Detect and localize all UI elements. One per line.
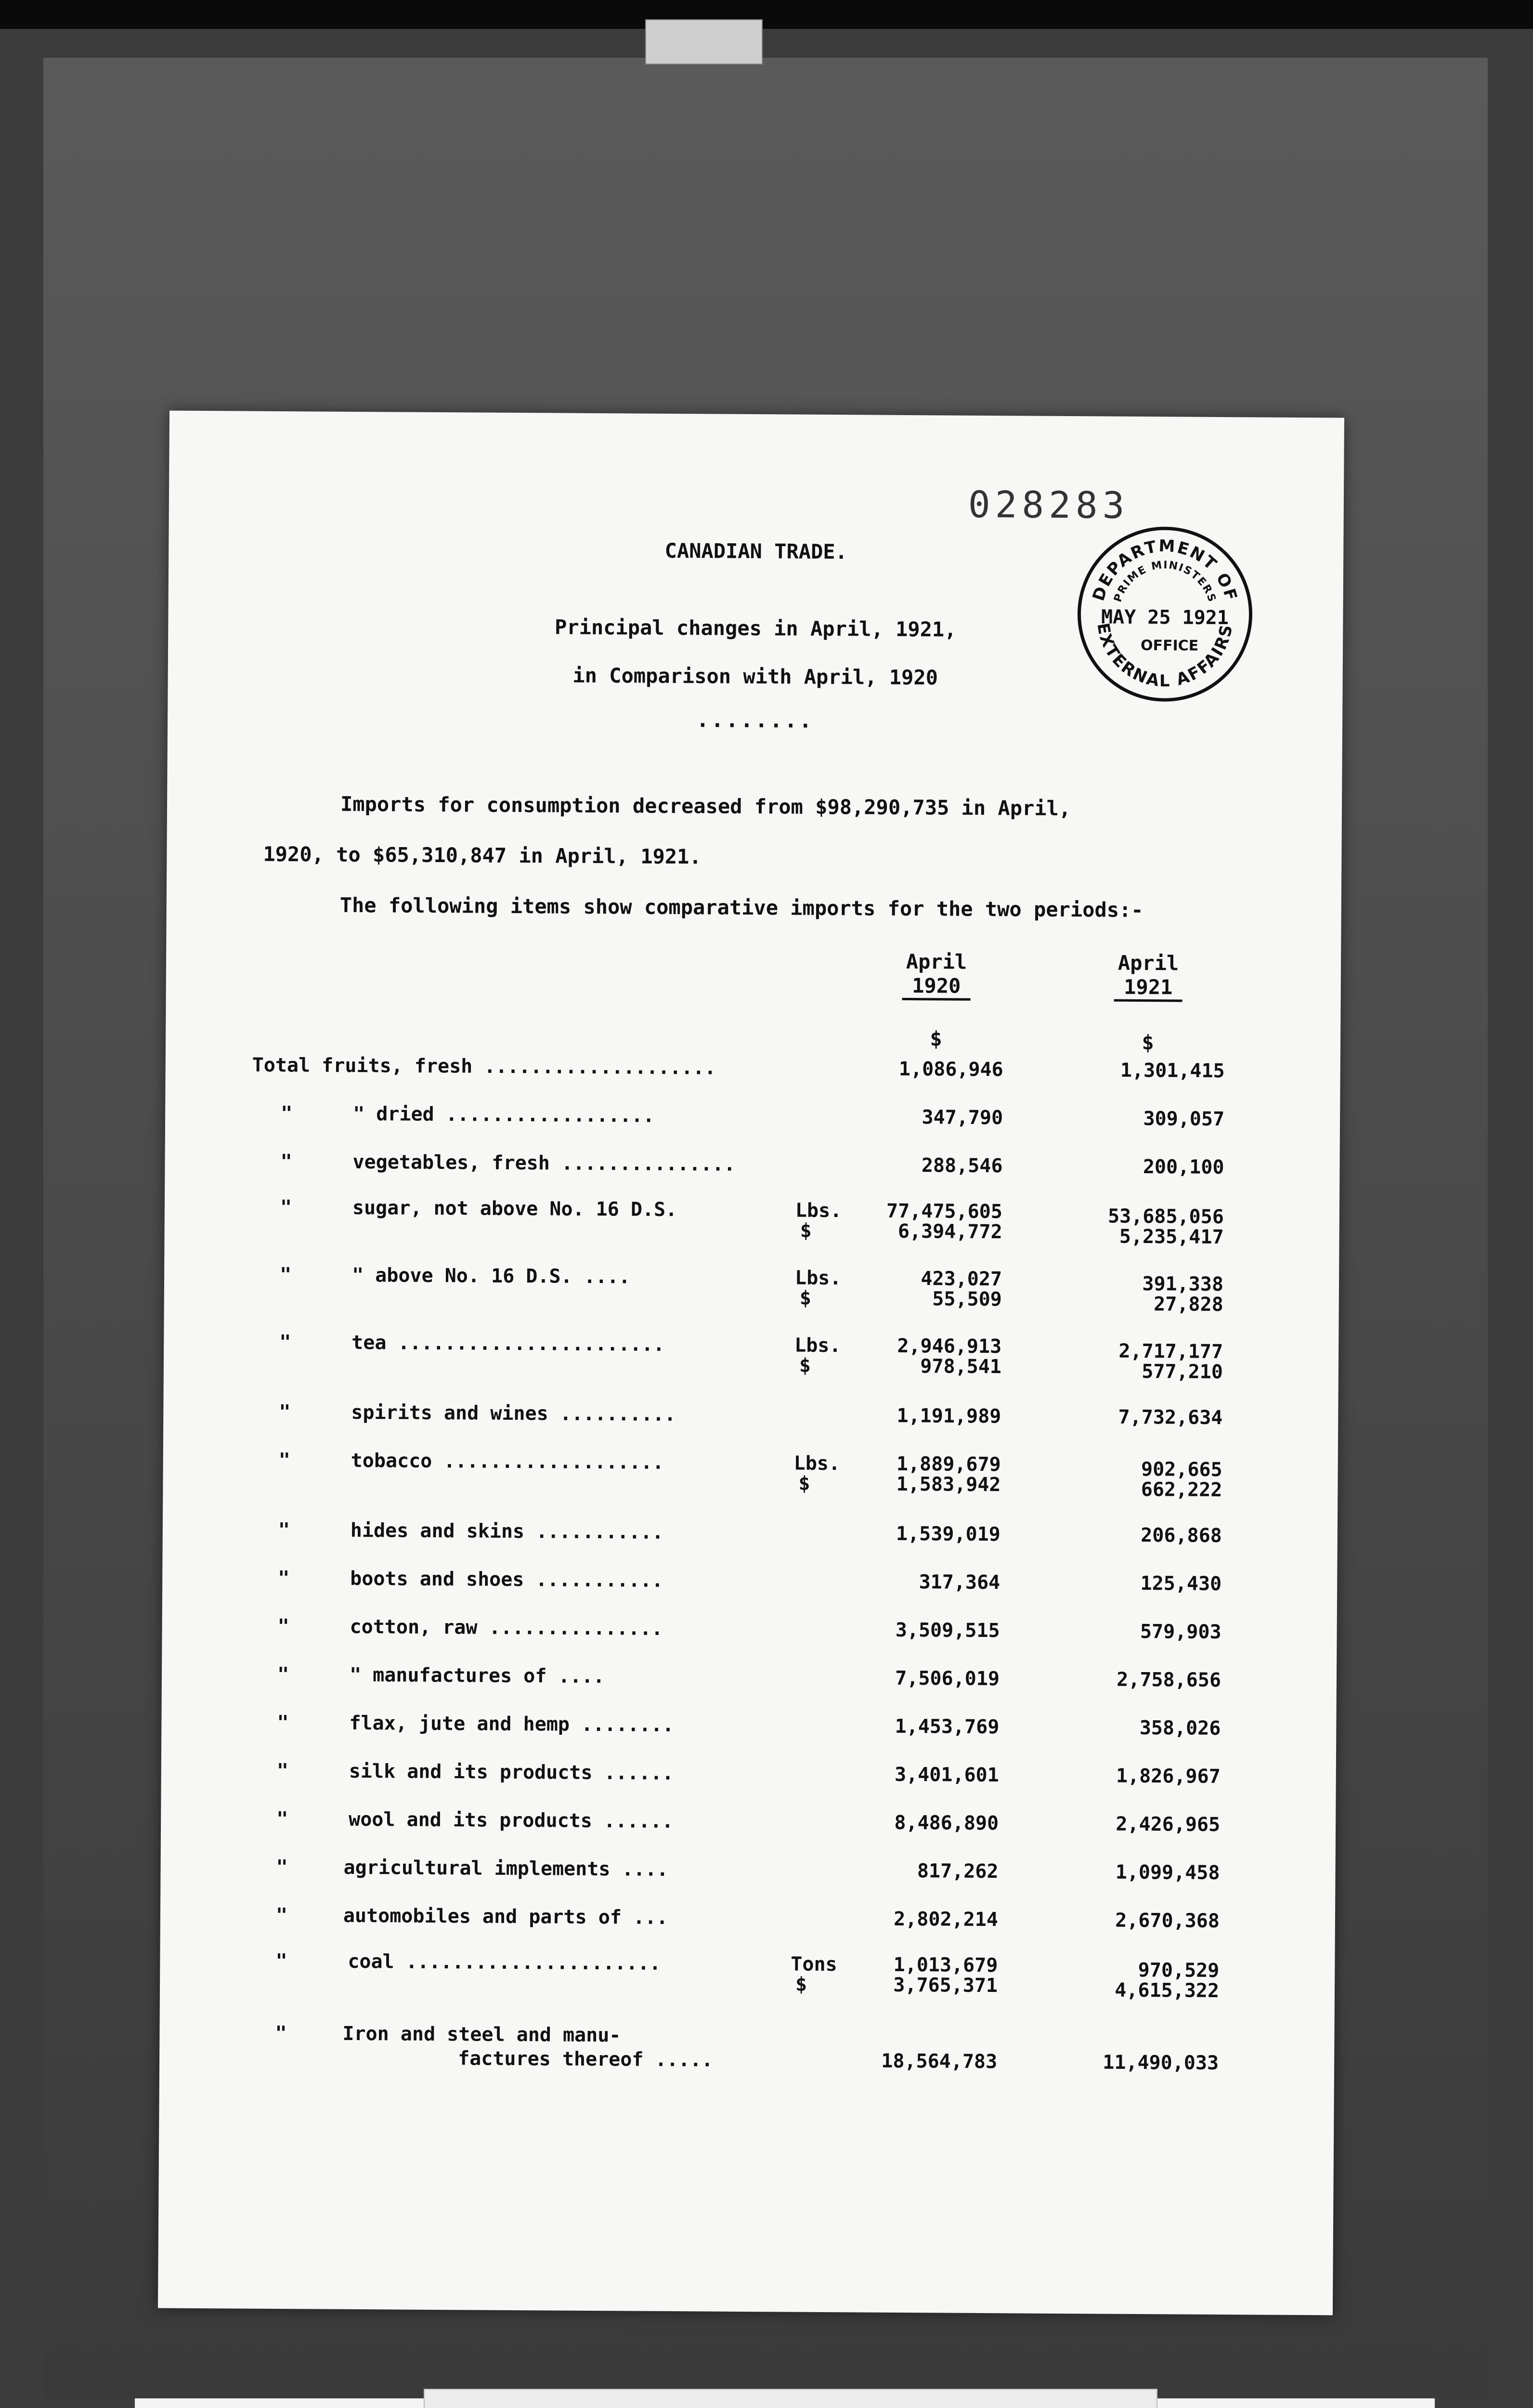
stamp-sub-text: PRIME MINISTERS — [1112, 559, 1219, 604]
stamp-office: OFFICE — [1140, 637, 1199, 654]
value-1920: 1,453,769 — [895, 1715, 1000, 1739]
value-1921: 2,758,656 — [1117, 1668, 1221, 1691]
table-row — [164, 1400, 1338, 1429]
series-reference — [424, 2389, 1157, 2408]
stamp-bottom-text: EXTERNAL AFFAIRS — [1093, 621, 1237, 691]
ditto-mark: " — [276, 1759, 289, 1782]
item-label: sugar, not above No. 16 D.S. — [352, 1196, 677, 1221]
value-1921: 579,903 — [1140, 1620, 1221, 1643]
value-1920-dollars: 3,765,371 — [893, 1974, 998, 1997]
table-row — [163, 1518, 1338, 1547]
value-1921: 2,426,965 — [1116, 1813, 1221, 1836]
unit-label-2: $ — [800, 1219, 812, 1242]
value-1920: 288,546 — [921, 1154, 1003, 1178]
ditto-mark: " — [278, 1567, 290, 1590]
summary-line-1: Imports for consumption decreased from $98,290,735 in April, — [340, 792, 1071, 821]
item-label-continued: factures thereof ..... — [458, 2047, 714, 2071]
ditto-mark: " — [277, 1663, 289, 1686]
document-title: CANADIAN TRADE. — [664, 538, 848, 564]
ditto-mark: " — [281, 1102, 293, 1125]
item-label: vegetables, fresh ............... — [352, 1151, 736, 1176]
table-row — [160, 1950, 1335, 2002]
item-label: automobiles and parts of ... — [343, 1904, 668, 1929]
value-1921: 200,100 — [1143, 1155, 1224, 1178]
value-1921: 358,026 — [1139, 1716, 1221, 1740]
value-1921: 1,099,458 — [1115, 1861, 1220, 1884]
ditto-mark: " — [277, 1615, 289, 1638]
stamp-date: MAY 25 1921 — [1101, 606, 1229, 629]
stamp-top-text: DEPARTMENT OF — [1089, 536, 1241, 604]
ditto-mark: " — [280, 1151, 292, 1173]
table-row — [164, 1331, 1338, 1383]
unit-label: Lbs. — [794, 1334, 841, 1357]
table-row — [162, 1663, 1337, 1691]
value-1921: 309,057 — [1143, 1107, 1225, 1130]
unit-label: Lbs. — [794, 1267, 842, 1290]
document-page — [158, 411, 1344, 2316]
ditto-mark: " — [275, 1904, 288, 1927]
ditto-mark: " — [278, 1519, 290, 1542]
summary-line-2: 1920, to $65,310,847 in April, 1921. — [263, 842, 702, 869]
ditto-mark: " — [279, 1331, 291, 1354]
item-label: boots and shoes ........... — [350, 1567, 663, 1592]
value-1920: 3,401,601 — [894, 1763, 999, 1787]
value-1920: 1,889,679 — [896, 1453, 1001, 1476]
value-1921: 125,430 — [1140, 1572, 1222, 1595]
table-row — [164, 1263, 1339, 1316]
value-1920-dollars: 978,541 — [920, 1355, 1002, 1378]
value-1920: 817,262 — [917, 1860, 999, 1883]
item-label: tea ....................... — [351, 1331, 665, 1356]
value-1920: 1,013,679 — [893, 1953, 998, 1977]
ditto-mark: " — [278, 1449, 290, 1472]
unit-label-2: $ — [798, 1472, 810, 1495]
item-label: " dried .................. — [353, 1102, 655, 1127]
item-label: flax, jute and hemp ........ — [349, 1712, 674, 1737]
value-1921: 2,717,177 — [1118, 1340, 1223, 1363]
value-1920: 18,564,783 — [881, 2050, 998, 2073]
table-row — [165, 1196, 1339, 1248]
table-row — [160, 1904, 1335, 1932]
document-number: 028283 — [968, 483, 1130, 527]
item-label: tobacco ................... — [351, 1449, 664, 1474]
value-1920: 1,191,989 — [896, 1404, 1001, 1428]
table-row — [165, 1102, 1340, 1130]
unit-label-2: $ — [799, 1354, 811, 1377]
separator-dots: ........ — [696, 707, 814, 733]
value-1921: 391,338 — [1142, 1272, 1224, 1296]
value-1921: 1,301,415 — [1120, 1059, 1225, 1082]
item-label: hides and skins ........... — [350, 1519, 664, 1544]
item-label: wool and its products ...... — [349, 1808, 674, 1833]
value-1920: 8,486,890 — [894, 1811, 999, 1835]
unit-label-2: $ — [795, 1973, 807, 1996]
value-1920-dollars: 1,583,942 — [896, 1473, 1001, 1496]
value-1920: 3,509,515 — [895, 1619, 1000, 1642]
currency-symbol-1920: $ — [930, 1027, 942, 1051]
item-label: " above No. 16 D.S. .... — [351, 1264, 631, 1288]
table-row — [162, 1615, 1337, 1643]
item-label: agricultural implements .... — [343, 1856, 669, 1881]
subtitle-line-2: in Comparison with April, 1920 — [572, 663, 938, 690]
value-1920: 2,946,913 — [897, 1335, 1002, 1358]
table-row — [162, 1567, 1337, 1595]
value-1921: 11,490,033 — [1103, 2051, 1219, 2074]
value-1920-dollars: 55,509 — [932, 1288, 1002, 1311]
ditto-mark: " — [275, 1950, 287, 1973]
value-1921: 206,868 — [1141, 1524, 1222, 1547]
table-row — [161, 1856, 1336, 1884]
paper-clip-tab — [645, 19, 763, 65]
column-header-year: 1921 — [1114, 975, 1182, 1002]
value-1920: 1,539,019 — [896, 1522, 1000, 1546]
table-row — [162, 1711, 1337, 1740]
value-1921: 53,685,056 — [1107, 1205, 1224, 1228]
top-scan-border — [0, 0, 1533, 29]
value-1920: 1,086,946 — [898, 1058, 1003, 1081]
value-1920: 423,027 — [921, 1268, 1002, 1291]
column-header-year: 1920 — [902, 974, 970, 1001]
ditto-mark: " — [279, 1401, 291, 1424]
value-1921: 7,732,634 — [1118, 1406, 1223, 1429]
table-row — [160, 2022, 1335, 2074]
ditto-mark: " — [275, 2022, 287, 2045]
value-1920-dollars: 6,394,772 — [897, 1220, 1002, 1243]
unit-label: Lbs. — [793, 1452, 841, 1475]
value-1920: 347,790 — [922, 1106, 1003, 1129]
item-label: Total fruits, fresh .................... — [252, 1054, 716, 1079]
value-1920: 317,364 — [919, 1571, 1000, 1594]
column-header-month: April — [906, 949, 967, 974]
ditto-mark: " — [277, 1712, 289, 1734]
item-label: " manufactures of .... — [349, 1663, 605, 1688]
unit-label: Tons — [791, 1953, 837, 1976]
value-1920: 2,802,214 — [894, 1908, 999, 1931]
item-label: spirits and wines .......... — [351, 1401, 676, 1426]
subtitle-line-1: Principal changes in April, 1921, — [554, 615, 957, 641]
item-label: cotton, raw ............... — [350, 1615, 663, 1640]
table-row — [161, 1759, 1336, 1788]
value-1921-dollars: 5,235,417 — [1119, 1225, 1224, 1248]
value-1920: 77,475,605 — [886, 1200, 1003, 1223]
currency-symbol-1921: $ — [1142, 1030, 1154, 1055]
value-1921: 970,529 — [1138, 1959, 1220, 1982]
table-row — [166, 1054, 1340, 1082]
value-1921-dollars: 662,222 — [1141, 1478, 1222, 1501]
table-row — [161, 1807, 1336, 1836]
column-header-month: April — [1117, 951, 1179, 975]
value-1921-dollars: 577,210 — [1142, 1360, 1223, 1383]
value-1920: 7,506,019 — [895, 1667, 1000, 1690]
ditto-mark: " — [279, 1264, 292, 1286]
value-1921: 1,826,967 — [1116, 1765, 1221, 1788]
ditto-mark: " — [276, 1856, 288, 1879]
unit-label-2: $ — [799, 1287, 812, 1309]
item-label: coal ...................... — [348, 1950, 661, 1975]
unit-label: Lbs. — [795, 1199, 842, 1222]
summary-line-3: The following items show comparative imports for the two periods:- — [339, 893, 1143, 922]
table-row — [165, 1150, 1340, 1178]
table-row — [163, 1449, 1338, 1501]
value-1921-dollars: 27,828 — [1154, 1293, 1223, 1316]
item-label: Iron and steel and manu- — [342, 2022, 621, 2047]
value-1921-dollars: 4,615,322 — [1115, 1979, 1220, 2002]
item-label: silk and its products ...... — [349, 1760, 674, 1785]
value-1921: 902,665 — [1141, 1458, 1222, 1481]
value-1921: 2,670,368 — [1115, 1909, 1220, 1932]
ditto-mark: " — [276, 1807, 288, 1831]
imports-table — [158, 411, 1344, 2316]
ditto-mark: " — [280, 1196, 292, 1219]
